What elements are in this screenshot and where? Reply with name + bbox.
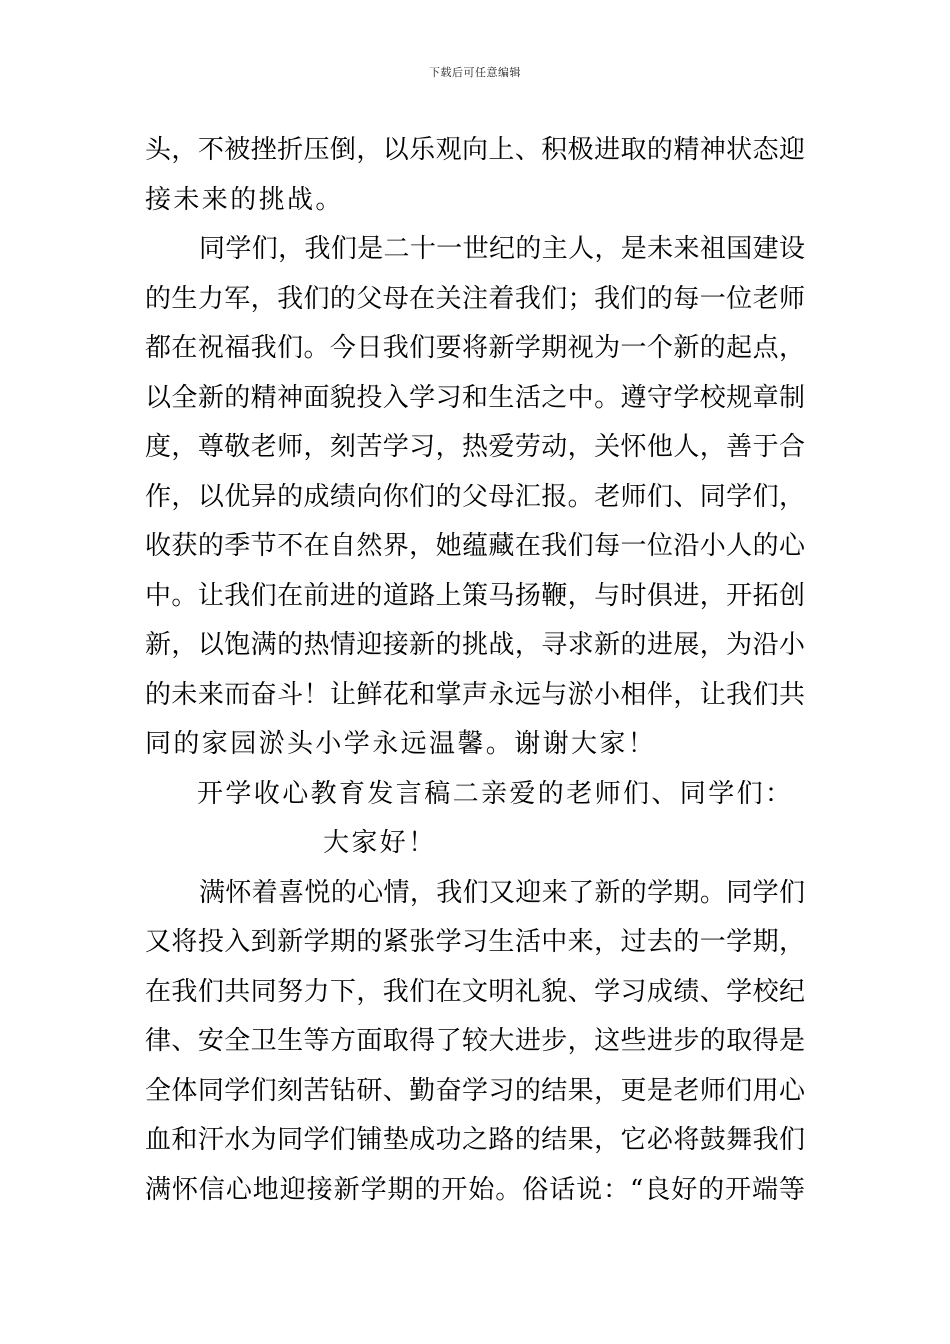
paragraph-start-line: 满怀着喜悦的心情，我们又迎来了新的学期。同学们 (199, 877, 805, 908)
text-line: 收获的季节不在自然界，她蕴藏在我们每一位沿小人的心 (145, 531, 805, 561)
header-note: 下载后可任意编辑 (429, 66, 521, 79)
text-line: 满怀信心地迎接新学期的开始。俗话说：“良好的开端等 (145, 1174, 805, 1205)
text-line: 度，尊敬老师，刻苦学习，热爱劳动，关怀他人，善于合 (145, 432, 805, 462)
text-line: 头，不被挫折压倒，以乐观向上、积极进取的精神状态迎 (145, 135, 805, 165)
text-line: 全体同学们刻苦钻研、勤奋学习的结果，更是老师们用心 (145, 1075, 805, 1106)
text-line: 作，以优异的成绩向你们的父母汇报。老师们、同学们， (145, 481, 805, 512)
section-heading: 开学收心教育发言稿二亲爱的老师们、同学们： (197, 778, 794, 809)
text-line: 中。让我们在前进的道路上策马扬鞭，与时俱进，开拓创 (145, 580, 805, 611)
greeting: 大家好！ (323, 828, 437, 858)
text-line: 以全新的精神面貌投入学习和生活之中。遵守学校规章制 (145, 382, 805, 413)
text-line: 的未来而奋斗！让鲜花和掌声永远与淤小相伴，让我们共 (145, 679, 805, 710)
text-line: 同的家园淤头小学永远温馨。谢谢大家！ (145, 729, 657, 759)
paragraph-start-line: 同学们，我们是二十一世纪的主人，是未来祖国建设 (199, 234, 805, 264)
text-line: 都在祝福我们。今日我们要将新学期视为一个新的起点， (145, 333, 805, 363)
text-line: 接未来的挑战。 (145, 184, 344, 215)
text-line: 血和汗水为同学们铺垫成功之路的结果，它必将鼓舞我们 (145, 1125, 805, 1155)
text-line: 律、安全卫生等方面取得了较大进步，这些进步的取得是 (145, 1026, 805, 1056)
text-line: 的生力军，我们的父母在关注着我们；我们的每一位老师 (145, 283, 805, 314)
text-line: 又将投入到新学期的紧张学习生活中来，过去的一学期， (145, 927, 805, 957)
text-line: 新，以饱满的热情迎接新的挑战，寻求新的进展，为沿小 (145, 630, 805, 660)
text-line: 在我们共同努力下，我们在文明礼貌、学习成绩、学校纪 (145, 976, 805, 1007)
document-body (145, 126, 805, 1215)
